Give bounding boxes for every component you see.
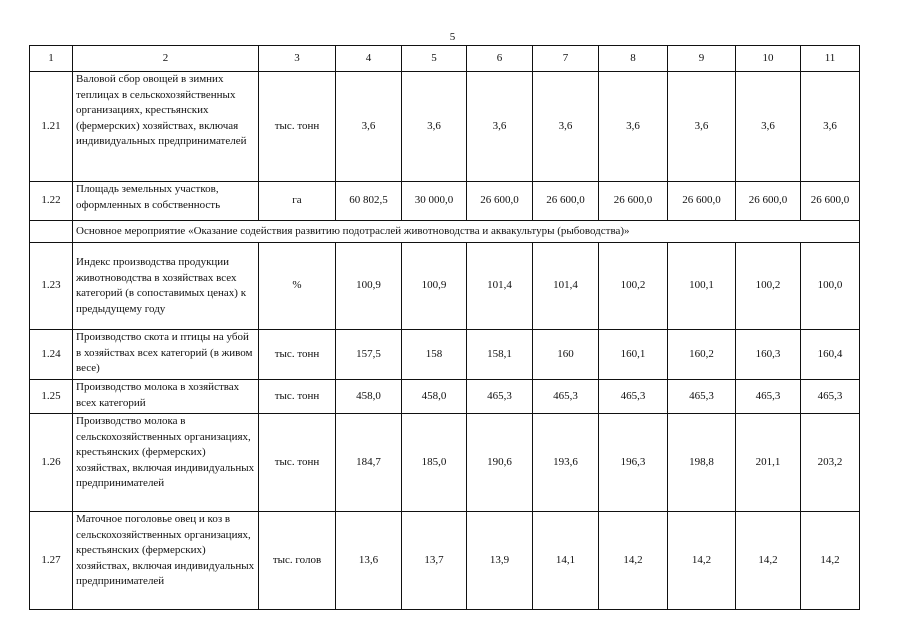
column-header: 9 bbox=[668, 46, 736, 72]
value-cell: 26 600,0 bbox=[533, 182, 599, 221]
header-row bbox=[30, 46, 860, 72]
row-number: 1.22 bbox=[30, 182, 73, 221]
value-cell: 26 600,0 bbox=[801, 182, 860, 221]
value-cell: 30 000,0 bbox=[402, 182, 467, 221]
value-cell: 3,6 bbox=[599, 72, 668, 182]
value-cell: 100,0 bbox=[801, 243, 860, 330]
indicator-name: Производство скота и птицы на убой в хозяйствах всех категорий (в живом весе) bbox=[73, 330, 259, 380]
unit-cell: % bbox=[259, 243, 336, 330]
row-number: 1.27 bbox=[30, 512, 73, 610]
table-row bbox=[30, 182, 860, 221]
section-title: Основное мероприятие «Оказание содействия развитию подотраслей животноводства и аквакультуры (рыбоводства)» bbox=[73, 221, 860, 243]
table-row bbox=[30, 380, 860, 414]
value-cell: 465,3 bbox=[467, 380, 533, 414]
value-cell: 465,3 bbox=[801, 380, 860, 414]
indicator-name: Производство молока в хозяйствах всех категорий bbox=[73, 380, 259, 414]
row-number: 1.24 bbox=[30, 330, 73, 380]
row-number: 1.23 bbox=[30, 243, 73, 330]
value-cell: 465,3 bbox=[599, 380, 668, 414]
value-cell: 157,5 bbox=[336, 330, 402, 380]
value-cell: 101,4 bbox=[533, 243, 599, 330]
value-cell: 14,2 bbox=[736, 512, 801, 610]
value-cell: 13,7 bbox=[402, 512, 467, 610]
indicator-name: Производство молока в сельскохозяйственных организациях, крестьянских (фермерских) хозяйствах, включая индивидуальных предпринимателей bbox=[73, 414, 259, 512]
row-number: 1.21 bbox=[30, 72, 73, 182]
column-header: 1 bbox=[30, 46, 73, 72]
table-row bbox=[30, 512, 860, 610]
table-row bbox=[30, 330, 860, 380]
value-cell: 160,1 bbox=[599, 330, 668, 380]
value-cell: 465,3 bbox=[668, 380, 736, 414]
unit-cell: тыс. тонн bbox=[259, 414, 336, 512]
value-cell: 101,4 bbox=[467, 243, 533, 330]
value-cell: 185,0 bbox=[402, 414, 467, 512]
value-cell: 203,2 bbox=[801, 414, 860, 512]
value-cell: 26 600,0 bbox=[736, 182, 801, 221]
row-number: 1.25 bbox=[30, 380, 73, 414]
page-number: 5 bbox=[449, 31, 456, 43]
value-cell: 198,8 bbox=[668, 414, 736, 512]
value-cell: 3,6 bbox=[533, 72, 599, 182]
value-cell: 3,6 bbox=[467, 72, 533, 182]
unit-cell: тыс. тонн bbox=[259, 380, 336, 414]
value-cell: 196,3 bbox=[599, 414, 668, 512]
table-row bbox=[30, 243, 860, 330]
value-cell: 26 600,0 bbox=[599, 182, 668, 221]
table-row bbox=[30, 72, 860, 182]
value-cell: 160,2 bbox=[668, 330, 736, 380]
value-cell: 100,9 bbox=[402, 243, 467, 330]
indicator-name: Маточное поголовье овец и коз в сельскохозяйственных организациях, крестьянских (фермерских) хозяйствах, включая индивидуальных предпринимателей bbox=[73, 512, 259, 610]
column-header: 4 bbox=[336, 46, 402, 72]
column-header: 7 bbox=[533, 46, 599, 72]
value-cell: 14,2 bbox=[668, 512, 736, 610]
column-header: 2 bbox=[73, 46, 259, 72]
value-cell: 3,6 bbox=[801, 72, 860, 182]
value-cell: 160,3 bbox=[736, 330, 801, 380]
value-cell: 100,1 bbox=[668, 243, 736, 330]
row-number: 1.26 bbox=[30, 414, 73, 512]
value-cell: 13,9 bbox=[467, 512, 533, 610]
value-cell: 13,6 bbox=[336, 512, 402, 610]
value-cell: 201,1 bbox=[736, 414, 801, 512]
indicator-name: Индекс производства продукции животноводства в хозяйствах всех категорий (в сопоставимых ценах) к предыдущему году bbox=[73, 243, 259, 330]
value-cell: 190,6 bbox=[467, 414, 533, 512]
value-cell: 158,1 bbox=[467, 330, 533, 380]
section-number-cell bbox=[30, 221, 73, 243]
value-cell: 193,6 bbox=[533, 414, 599, 512]
column-header: 10 bbox=[736, 46, 801, 72]
unit-cell: тыс. голов bbox=[259, 512, 336, 610]
value-cell: 458,0 bbox=[336, 380, 402, 414]
value-cell: 3,6 bbox=[402, 72, 467, 182]
unit-cell: га bbox=[259, 182, 336, 221]
value-cell: 14,2 bbox=[599, 512, 668, 610]
value-cell: 3,6 bbox=[336, 72, 402, 182]
value-cell: 100,9 bbox=[336, 243, 402, 330]
section-row bbox=[30, 221, 860, 243]
value-cell: 158 bbox=[402, 330, 467, 380]
value-cell: 465,3 bbox=[533, 380, 599, 414]
value-cell: 3,6 bbox=[736, 72, 801, 182]
column-header: 11 bbox=[801, 46, 860, 72]
indicator-name: Площадь земельных участков, оформленных в собственность bbox=[73, 182, 259, 221]
column-header: 8 bbox=[599, 46, 668, 72]
value-cell: 184,7 bbox=[336, 414, 402, 512]
value-cell: 26 600,0 bbox=[467, 182, 533, 221]
value-cell: 14,2 bbox=[801, 512, 860, 610]
value-cell: 465,3 bbox=[736, 380, 801, 414]
unit-cell: тыс. тонн bbox=[259, 72, 336, 182]
value-cell: 14,1 bbox=[533, 512, 599, 610]
value-cell: 100,2 bbox=[599, 243, 668, 330]
indicators-table bbox=[29, 45, 860, 610]
unit-cell: тыс. тонн bbox=[259, 330, 336, 380]
value-cell: 160,4 bbox=[801, 330, 860, 380]
column-header: 3 bbox=[259, 46, 336, 72]
value-cell: 458,0 bbox=[402, 380, 467, 414]
value-cell: 3,6 bbox=[668, 72, 736, 182]
value-cell: 160 bbox=[533, 330, 599, 380]
value-cell: 60 802,5 bbox=[336, 182, 402, 221]
value-cell: 100,2 bbox=[736, 243, 801, 330]
column-header: 6 bbox=[467, 46, 533, 72]
value-cell: 26 600,0 bbox=[668, 182, 736, 221]
table-row bbox=[30, 414, 860, 512]
indicator-name: Валовой сбор овощей в зимних теплицах в сельскохозяйственных организациях, крестьянских (фермерских) хозяйствах, включая индивидуальных предпринимателей bbox=[73, 72, 259, 182]
column-header: 5 bbox=[402, 46, 467, 72]
